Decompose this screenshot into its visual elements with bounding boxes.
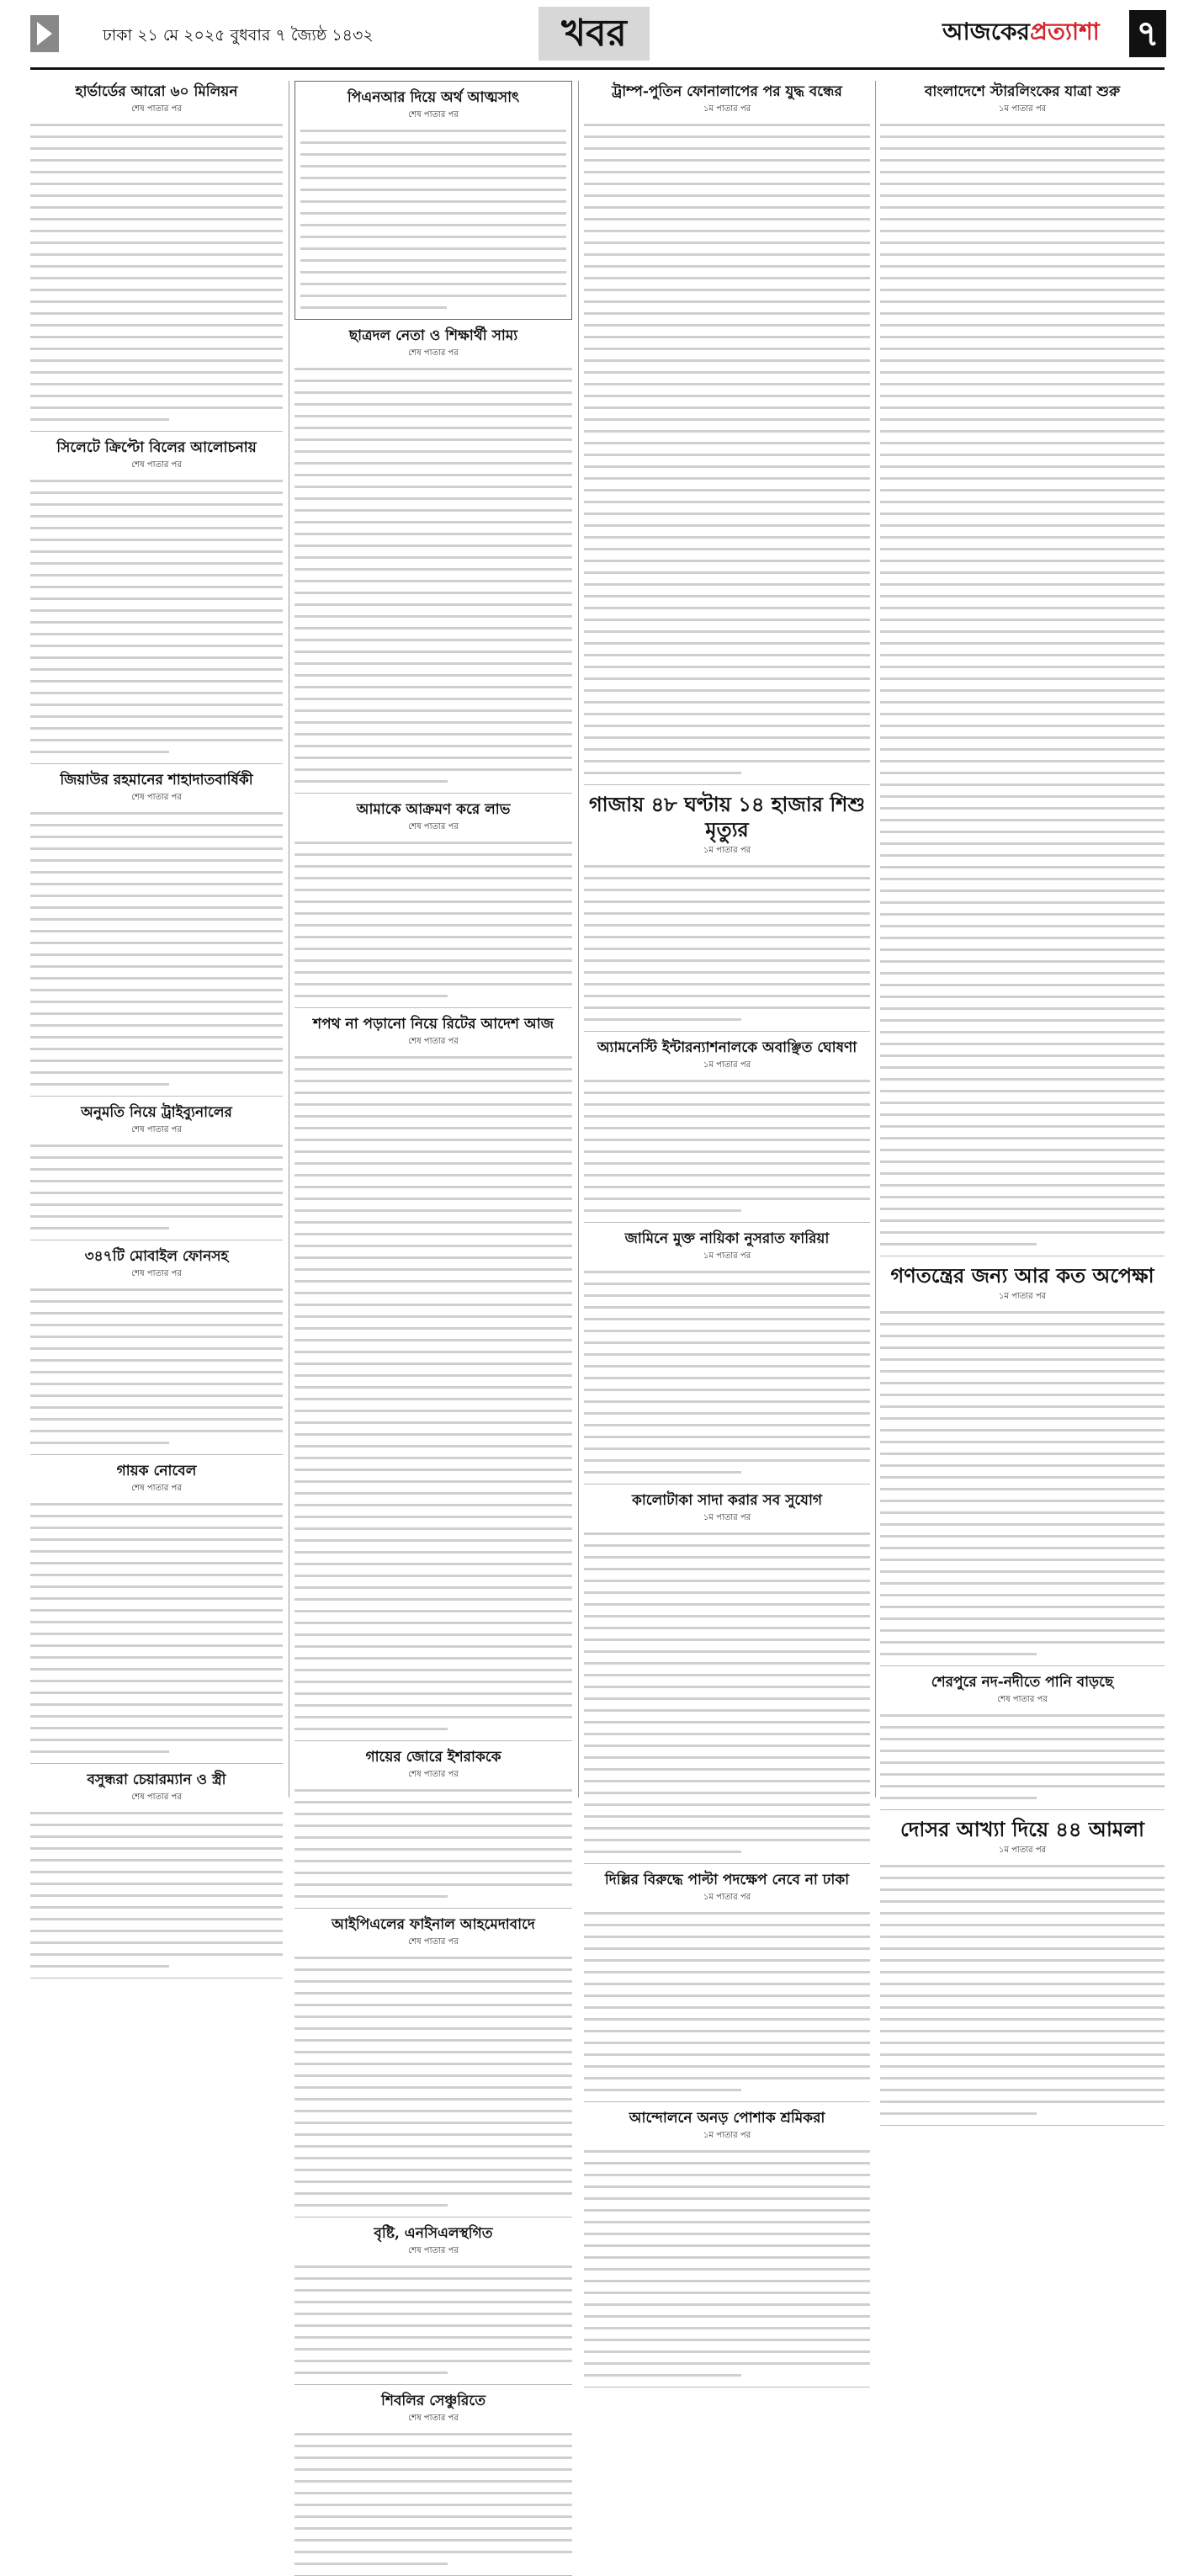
story-continuation: শেষ পাতার পর (408, 348, 459, 358)
news-story (584, 2109, 870, 2387)
story-body-text (294, 2261, 572, 2379)
news-story (30, 438, 283, 764)
story-headline: আন্দোলনে অনড় পোশাক শ্রমিকরা (629, 2110, 825, 2127)
story-headline: ছাত্রদল নেতা ও শিক্ষার্থী সাম্য (348, 327, 518, 344)
news-story (294, 1015, 572, 1741)
story-continuation: ১ম পাতার পর (703, 1893, 751, 1902)
story-body-text (584, 1076, 870, 1217)
news-story (294, 1748, 572, 1909)
column-4 (880, 81, 1165, 1855)
story-body-text (30, 1499, 283, 1758)
story-continuation: ১ম পাতার পর (703, 1251, 751, 1261)
masthead-logo (942, 13, 1111, 54)
story-headline: সিলেটে ক্রিপ্টো বিলের আলোচনায় (56, 439, 257, 456)
page-arrow-icon (30, 15, 59, 52)
story-body-text (294, 2429, 572, 2570)
page-header (0, 0, 1178, 72)
story-continuation: শেষ পাতার পর (408, 1770, 459, 1779)
story-headline: জামিনে মুক্ত নায়িকা নুসরাত ফারিয়া (624, 1230, 830, 1247)
news-story (30, 82, 283, 432)
story-body-text (584, 861, 870, 1026)
story-continuation: শেষ পাতার পর (131, 1125, 182, 1134)
story-body-text (294, 1052, 572, 1735)
story-continuation: ১ম পাতার পর (998, 1292, 1047, 1301)
news-story (584, 1230, 870, 1485)
story-headline: গণতন্ত্রের জন্য আর কত অপেক্ষা (890, 1263, 1154, 1288)
story-continuation: ১ম পাতার পর (703, 104, 751, 114)
story-body-text (294, 1785, 572, 1903)
story-headline: বাংলাদেশে স্টারলিংকের যাত্রা শুরু (924, 83, 1121, 100)
story-body-text (30, 1140, 283, 1235)
section-title: খবর (539, 7, 650, 61)
news-story (294, 2224, 572, 2385)
news-story (294, 81, 572, 320)
story-continuation: শেষ পাতার পর (408, 2246, 459, 2255)
story-continuation: শেষ পাতার পর (408, 1937, 459, 1947)
news-story (30, 1771, 283, 1978)
story-headline: অ্যামনেস্টি ইন্টারন্যাশনালকে অবাঞ্ছিত ঘোষণা (597, 1039, 857, 1056)
story-continuation: শেষ পাতার পর (131, 460, 182, 470)
story-continuation: শেষ পাতার পর (408, 822, 459, 831)
story-headline: কালোটাকা সাদা করার সব সুযোগ (631, 1492, 823, 1509)
story-body-text (880, 1861, 1165, 2120)
story-headline: পিএনআর দিয়ে অর্থ আত্মসাৎ (347, 89, 520, 106)
news-story (294, 800, 572, 1008)
story-headline: ট্রাম্প-পুতিন ফোনালাপের পর যুদ্ধ বন্ধের (612, 83, 842, 100)
story-body-text (294, 364, 572, 788)
story-headline: আইপিএলের ফাইনাল আহমেদাবাদে (332, 1916, 535, 1933)
story-headline: শেরপুরে নদ-নদীতে পানি বাড়ছে (931, 1674, 1114, 1691)
story-body-text (584, 1267, 870, 1479)
story-continuation: শেষ পাতার পর (997, 1695, 1048, 1704)
header-rule (30, 67, 1165, 70)
story-body-text (294, 1952, 572, 2212)
story-continuation: শেষ পাতার পর (131, 1793, 182, 1802)
story-continuation: শেষ পাতার পর (408, 1037, 459, 1046)
story-headline: গায়ের জোরে ইশরাককে (365, 1749, 501, 1766)
story-continuation: শেষ পাতার পর (131, 104, 182, 114)
news-story (584, 1491, 870, 1864)
news-story (880, 1673, 1165, 1810)
story-body-text (30, 475, 283, 758)
news-story (294, 2392, 572, 2576)
news-story (294, 1915, 572, 2217)
news-story (30, 1103, 283, 1240)
story-body-text (880, 120, 1165, 1251)
story-continuation: শেষ পাতার পর (408, 110, 459, 120)
news-story (30, 1462, 283, 1764)
column-divider (875, 81, 876, 1798)
column-3 (584, 81, 870, 2140)
column-1 (30, 81, 283, 1802)
story-body-text (584, 2146, 870, 2382)
story-headline: বৃষ্টি, এনসিএলস্থগিত (374, 2225, 493, 2242)
column-divider (578, 81, 579, 1798)
story-body-text (880, 1307, 1165, 1660)
story-body-text (30, 1284, 283, 1449)
story-headline: দিল্লির বিরুদ্ধে পাল্টা পদক্ষেপ নেবে না ঢাকা (604, 1872, 850, 1888)
story-body-text (584, 1528, 870, 1858)
news-story (584, 82, 870, 785)
story-body-text (584, 120, 870, 779)
story-headline: ৩৪৭টি মোবাইল ফোনসহ (84, 1248, 229, 1265)
story-continuation: শেষ পাতার পর (131, 793, 182, 802)
story-continuation: ১ম পাতার পর (703, 2131, 751, 2140)
story-continuation: ১ম পাতার পর (703, 1060, 751, 1070)
issue-date: ঢাকা ২১ মে ২০২৫ বুধবার ৭ জ্যৈষ্ঠ ১৪৩২ (103, 26, 374, 45)
news-story (30, 771, 283, 1097)
news-story (880, 1817, 1165, 2126)
story-continuation: শেষ পাতার পর (131, 1269, 182, 1278)
story-continuation: ১ম পাতার পর (703, 1513, 751, 1522)
story-headline: হার্ভার্ডের আরো ৬০ মিলিয়ন (75, 83, 238, 100)
news-story (294, 327, 572, 794)
story-headline: বসুন্ধরা চেয়ারম্যান ও স্ত্রী (87, 1771, 226, 1788)
news-story (880, 1263, 1165, 1666)
page-number: ৭ (1129, 10, 1166, 57)
story-headline: জিয়াউর রহমানের শাহাদাতবার্ষিকী (60, 772, 253, 789)
story-headline: গাজায় ৪৮ ঘণ্টায় ১৪ হাজার শিশু মৃত্যুর (588, 792, 866, 842)
header-left (30, 15, 384, 52)
news-story (584, 1871, 870, 2102)
story-continuation: শেষ পাতার পর (131, 1484, 182, 1493)
story-continuation: ১ম পাতার পর (703, 846, 751, 855)
news-story (30, 1247, 283, 1455)
news-story (584, 1038, 870, 1223)
column-2 (294, 81, 572, 2423)
story-body-text (30, 808, 283, 1091)
story-headline: শপথ না পড়ানো নিয়ে রিটের আদেশ আজ (313, 1016, 554, 1033)
story-headline: আমাকে আক্রমণ করে লাভ (356, 801, 511, 818)
story-continuation: শেষ পাতার পর (408, 2414, 459, 2423)
story-headline: দোসর আখ্যা দিয়ে ৪৪ আমলা (899, 1817, 1145, 1841)
logo-part-2: প্রত্যাশা (1029, 18, 1100, 45)
news-story (880, 82, 1165, 1256)
story-body-text (30, 120, 283, 426)
story-continuation: ১ম পাতার পর (998, 104, 1047, 114)
story-body-text (294, 837, 572, 1002)
story-body-text (300, 125, 566, 314)
story-body-text (880, 1710, 1165, 1804)
story-headline: শিবলির সেঞ্চুরিতে (381, 2393, 486, 2409)
story-headline: গায়ক নোবেল (116, 1463, 197, 1479)
logo-part-1: আজকের (942, 18, 1030, 45)
story-headline: অনুমতি নিয়ে ট্রাইব্যুনালের (81, 1104, 232, 1121)
story-body-text (584, 1908, 870, 2096)
news-story (584, 792, 870, 1032)
story-body-text (30, 1808, 283, 1973)
story-continuation: ১ম পাতার পর (998, 1846, 1047, 1855)
